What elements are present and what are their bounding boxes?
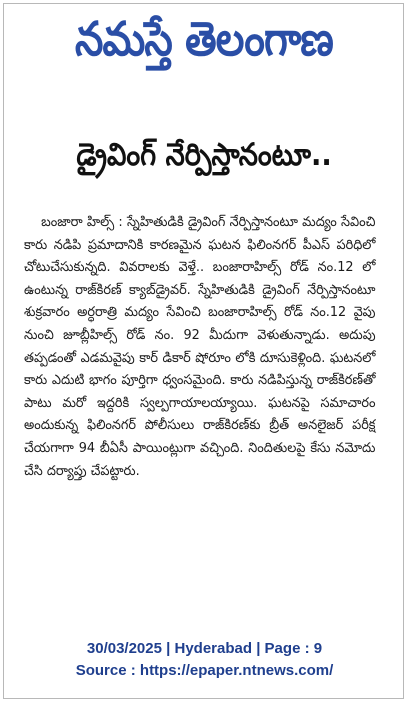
date-location-page: 30/03/2025 | Hyderabad | Page : 9 bbox=[86, 640, 323, 657]
source-url: Source : https://epaper.ntnews.com/ bbox=[75, 662, 334, 679]
newspaper-masthead bbox=[12, 10, 396, 80]
article-headline bbox=[14, 132, 394, 184]
headline-text: డ్రైవింగ్ నేర్పిస్తానంటూ.. bbox=[76, 136, 332, 173]
masthead-title: నమస్తే తెలంగాణ bbox=[75, 12, 333, 67]
clipping-frame bbox=[3, 3, 404, 699]
article-body bbox=[24, 211, 376, 482]
clipping-footer bbox=[4, 638, 404, 682]
article-paragraph: బంజారా హిల్స్ : స్నేహితుడికి డ్రైవింగ్ నేర్పిస్తానంటూ మద్యం సేవించి కారు నడిపి ప్రమాదానికి కారణమైన ఘటన ఫిలింనగర్ పీఎస్ పరిధిలో చోటుచేసుకున్నది. వివరాలకు వెళ్తే.. బంజారాహిల్స్ రోడ్ నం.12 లో ఉంటున్న రాజ్‌కిరణ్ క్యాబ్‌డ్రైవర్. స్నేహితుడికి డ్రైవింగ్ నేర్పిస్తానంటూ శుక్రవారం అర్ధరాత్రి మద్యం సేవించి బంజారాహిల్స్ రోడ్ నం.12 వైపు నుంచి జూబ్లీహిల్స్ రోడ్ నం. 92 మీదుగా వెళుతున్నాడు. అదుపు తప్పడంతో ఎడమవైపు కార్ డికార్ షోరూం లోకి దూసుకెళ్లింది. ఘటనలో కారు ఎదుటి భాగం పూర్తిగా ధ్వంసమైంది. కారు నడిపిస్తున్న రాజ్‌కిరణ్‌తో పాటు మరో ఇద్దరికి స్వల్పగాయాలయ్యాయి. ఘటనపై సమాచారం అందుకున్న ఫిలింనగర్ పోలీసులు రాజ్‌కిరణ్‌కు బ్రీత్ అనలైజర్ పరీక్ష చేయగాగా 94 బీఏసీ పాయింట్లుగా వచ్చింది. నిందితులపై కేసు నమోదు చేసి దర్యాప్తు చేపట్టారు. bbox=[24, 214, 376, 479]
